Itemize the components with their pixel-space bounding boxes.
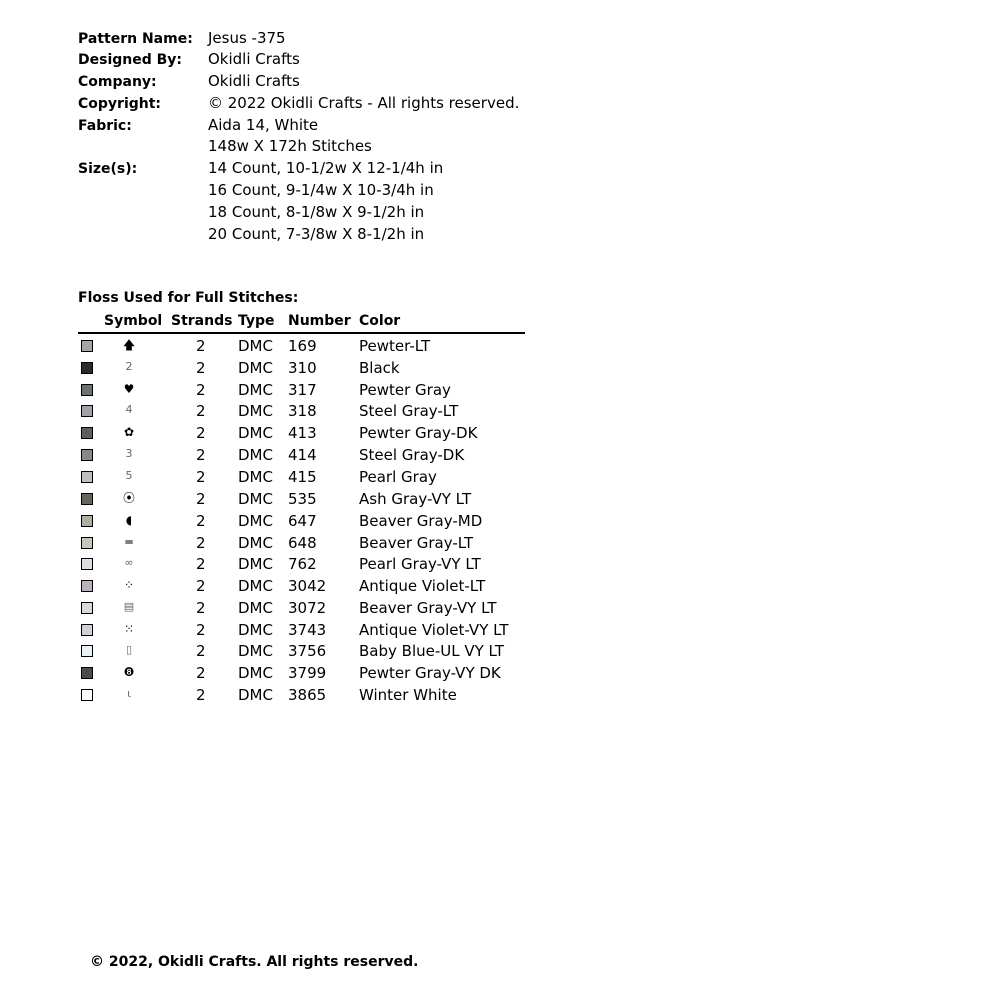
floss-row — [0, 467, 540, 489]
header-strands: Strands — [171, 313, 233, 329]
number-cell: 317 — [288, 381, 317, 399]
floss-row — [0, 401, 540, 423]
type-cell: DMC — [238, 599, 273, 617]
color-swatch — [81, 449, 93, 461]
color-name-cell: Winter White — [359, 686, 457, 704]
type-cell: DMC — [238, 534, 273, 552]
color-name-cell: Baby Blue-UL VY LT — [359, 642, 505, 660]
color-name-cell: Steel Gray-DK — [359, 446, 465, 464]
copyright-value: © 2022 Okidli Crafts - All rights reserved. — [208, 94, 520, 112]
pin-icon: ⍳ — [127, 687, 131, 700]
header-type: Type — [238, 313, 275, 329]
number-cell: 647 — [288, 512, 317, 530]
strands-cell: 2 — [196, 512, 206, 530]
designed-by-value: Okidli Crafts — [208, 50, 300, 68]
number-cell: 3042 — [288, 577, 327, 595]
fabric-value: Aida 14, White — [208, 116, 319, 134]
type-cell: DMC — [238, 555, 273, 573]
strands-cell: 2 — [196, 446, 206, 464]
number-cell: 3865 — [288, 686, 327, 704]
designed-by-label: Designed By: — [78, 52, 183, 68]
color-name-cell: Pewter Gray-DK — [359, 424, 478, 442]
strands-cell: 2 — [196, 686, 206, 704]
type-cell: DMC — [238, 402, 273, 420]
numeral-4-icon: 4 — [125, 403, 133, 416]
color-name-cell: Beaver Gray-VY LT — [359, 599, 497, 617]
color-swatch — [81, 427, 93, 439]
strands-cell: 2 — [196, 381, 206, 399]
number-cell: 413 — [288, 424, 317, 442]
floss-row — [0, 445, 540, 467]
stitches-value: 148w X 172h Stitches — [208, 137, 372, 155]
infinity-icon: ∞ — [124, 556, 134, 569]
color-name-cell: Beaver Gray-MD — [359, 512, 483, 530]
floss-row — [0, 380, 540, 402]
size-18-count: 18 Count, 8-1/8w X 9-1/2h in — [208, 203, 425, 221]
floss-row — [0, 358, 540, 380]
color-swatch — [81, 362, 93, 374]
fabric-label: Fabric: — [78, 118, 132, 134]
floss-row — [0, 663, 540, 685]
strands-cell: 2 — [196, 577, 206, 595]
floss-row — [0, 511, 540, 533]
header-symbol: Symbol — [104, 313, 163, 329]
size-16-count: 16 Count, 9-1/4w X 10-3/4h in — [208, 181, 434, 199]
strands-cell: 2 — [196, 621, 206, 639]
color-name-cell: Antique Violet-VY LT — [359, 621, 509, 639]
strands-cell: 2 — [196, 555, 206, 573]
small-rect-icon: ▯ — [125, 643, 133, 656]
color-name-cell: Steel Gray-LT — [359, 402, 459, 420]
numeral-5-icon: 5 — [125, 469, 133, 482]
ring-icon: ⦿ — [122, 491, 135, 505]
color-name-cell: Black — [359, 359, 400, 377]
strands-cell: 2 — [196, 642, 206, 660]
cross-dots-icon: ⁙ — [123, 622, 135, 636]
color-swatch — [81, 624, 93, 636]
copyright-label: Copyright: — [78, 96, 162, 112]
floss-row — [0, 576, 540, 598]
number-cell: 318 — [288, 402, 317, 420]
strands-cell: 2 — [196, 402, 206, 420]
strands-cell: 2 — [196, 359, 206, 377]
type-cell: DMC — [238, 621, 273, 639]
number-cell: 648 — [288, 534, 317, 552]
floss-section-title: Floss Used for Full Stitches: — [78, 290, 299, 306]
dome-icon: ◖ — [125, 513, 133, 527]
type-cell: DMC — [238, 490, 273, 508]
number-cell: 3743 — [288, 621, 327, 639]
box-lines-icon: ▤ — [123, 600, 135, 613]
number-cell: 762 — [288, 555, 317, 573]
double-line-icon: ═ — [125, 535, 133, 549]
number-cell: 3756 — [288, 642, 327, 660]
pattern-name-label: Pattern Name: — [78, 31, 193, 47]
color-swatch — [81, 667, 93, 679]
color-name-cell: Pearl Gray-VY LT — [359, 555, 481, 573]
floss-row — [0, 533, 540, 555]
strands-cell: 2 — [196, 599, 206, 617]
color-swatch — [81, 471, 93, 483]
color-swatch — [81, 340, 93, 352]
color-swatch — [81, 493, 93, 505]
floss-row — [0, 641, 540, 663]
color-swatch — [81, 384, 93, 396]
company-label: Company: — [78, 74, 157, 90]
color-swatch — [81, 558, 93, 570]
color-swatch — [81, 645, 93, 657]
strands-cell: 2 — [196, 490, 206, 508]
number-cell: 310 — [288, 359, 317, 377]
color-name-cell: Antique Violet-LT — [359, 577, 486, 595]
color-swatch — [81, 580, 93, 592]
floss-row — [0, 489, 540, 511]
type-cell: DMC — [238, 664, 273, 682]
number-cell: 3799 — [288, 664, 327, 682]
sizes-label: Size(s): — [78, 161, 138, 177]
strands-cell: 2 — [196, 424, 206, 442]
type-cell: DMC — [238, 446, 273, 464]
color-name-cell: Pearl Gray — [359, 468, 437, 486]
color-name-cell: Pewter-LT — [359, 337, 431, 355]
size-14-count: 14 Count, 10-1/2w X 12-1/4h in — [208, 159, 444, 177]
floss-row — [0, 336, 540, 358]
color-swatch — [81, 405, 93, 417]
number-cell: 414 — [288, 446, 317, 464]
type-cell: DMC — [238, 512, 273, 530]
type-cell: DMC — [238, 468, 273, 486]
type-cell: DMC — [238, 424, 273, 442]
color-name-cell: Beaver Gray-LT — [359, 534, 474, 552]
color-swatch — [81, 515, 93, 527]
floss-row — [0, 598, 540, 620]
number-cell: 415 — [288, 468, 317, 486]
color-name-cell: Ash Gray-VY LT — [359, 490, 472, 508]
numeral-3-icon: 3 — [125, 447, 133, 460]
color-swatch — [81, 602, 93, 614]
type-cell: DMC — [238, 337, 273, 355]
header-divider — [78, 332, 525, 334]
quad-dots-icon: ⁘ — [123, 578, 135, 592]
floss-row — [0, 620, 540, 642]
color-name-cell: Pewter Gray-VY DK — [359, 664, 501, 682]
strands-cell: 2 — [196, 337, 206, 355]
arrow-up-icon: 🡅 — [122, 338, 136, 352]
type-cell: DMC — [238, 686, 273, 704]
type-cell: DMC — [238, 359, 273, 377]
pattern-name-value: Jesus -375 — [208, 29, 286, 47]
size-20-count: 20 Count, 7-3/8w X 8-1/2h in — [208, 225, 425, 243]
color-swatch — [81, 537, 93, 549]
strands-cell: 2 — [196, 534, 206, 552]
numeral-2-icon: 2 — [125, 360, 133, 373]
number-cell: 535 — [288, 490, 317, 508]
number-cell: 169 — [288, 337, 317, 355]
floss-row — [0, 685, 540, 707]
flower-icon: ✿ — [123, 425, 135, 439]
color-name-cell: Pewter Gray — [359, 381, 451, 399]
strands-cell: 2 — [196, 664, 206, 682]
company-value: Okidli Crafts — [208, 72, 300, 90]
header-color: Color — [359, 313, 401, 329]
floss-row — [0, 554, 540, 576]
number-cell: 3072 — [288, 599, 327, 617]
strands-cell: 2 — [196, 468, 206, 486]
type-cell: DMC — [238, 381, 273, 399]
circled-8-icon: ❽ — [123, 665, 135, 679]
heart-icon: ♥ — [123, 382, 135, 396]
footer-copyright: © 2022, Okidli Crafts. All rights reserved. — [90, 954, 419, 970]
color-swatch — [81, 689, 93, 701]
type-cell: DMC — [238, 642, 273, 660]
floss-row — [0, 423, 540, 445]
header-number: Number — [288, 313, 351, 329]
type-cell: DMC — [238, 577, 273, 595]
